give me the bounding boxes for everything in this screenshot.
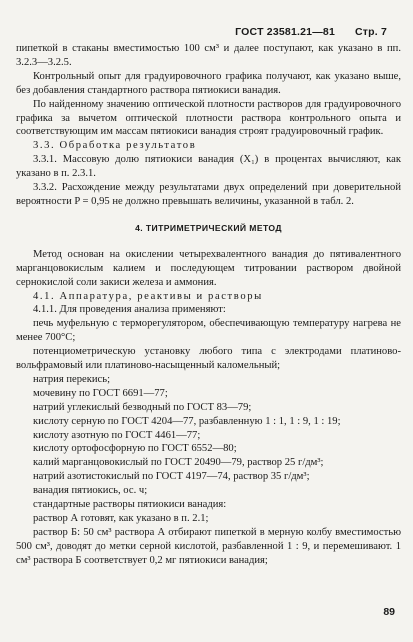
list-item: кислоту серную по ГОСТ 4204—77, разбавленную 1 : 1, 1 : 9, 1 : 19; [33, 415, 341, 427]
list-item: натрия перекись; [33, 373, 111, 385]
list-item: раствор Б: 50 см³ раствора А отбирают пипеткой в мерную колбу вместимостью 500 см³, доводят до метки серной кислотой, разбавленной 1 : 9, и перемешивают. 1 см³ раствора Б соответствует 0,2 мг пятиокиси ванадия; [16, 526, 401, 566]
standard-number: ГОСТ 23581.21—81 [235, 26, 335, 38]
results-heading: 3.3. Обработка результатов [33, 140, 197, 152]
list-item: кислоту ортофосфорную по ГОСТ 6552—80; [33, 443, 237, 455]
section-title: 4. ТИТРИМЕТРИЧЕСКИЙ МЕТОД [135, 222, 282, 233]
paragraph: Метод основан на окислении четырехвалентного ванадия до пятивалентного марганцовокислым калием и последующем титровании раствором двойной сернокислой соли закиси железа и аммония. [16, 248, 401, 288]
document-body [16, 42, 401, 568]
subsection-heading: 4.1. Аппаратура, реактивы и растворы [33, 290, 263, 302]
page-header [235, 26, 387, 38]
page-label: Стр. 7 [354, 26, 387, 38]
list-item: потенциометрическую установку любого типа с электродами платиново-вольфрамовый или платиново-насыщенный каломельный; [16, 346, 401, 372]
list-item: мочевину по ГОСТ 6691—77; [33, 387, 168, 399]
list-item: раствор А готовят, как указано в п. 2.1; [33, 513, 209, 524]
list-item: натрий углекислый безводный по ГОСТ 83—79; [33, 401, 252, 413]
paragraph: 3.3.1. Массовую долю пятиокиси ванадия (X₁) в процентах вычисляют, как указано в п. 2.3.1. [16, 154, 401, 180]
list-item: натрий азотистокислый по ГОСТ 4197—74, раствор 35 г/дм³; [33, 471, 310, 483]
page-number: 89 [383, 606, 395, 618]
paragraph: 3.3.2. Расхождение между результатами двух определений при доверительной вероятности P = 0,95 не должно превышать величины, указанной в табл. 2. [16, 182, 401, 207]
paragraph: По найденному значению оптической плотности растворов для градуировочного графика за вычетом оптической плотности раствора контрольного опыта и соответствующим им массам пятиокиси ванадия строят градуировочный график. [16, 98, 401, 138]
paragraph: 4.1.1. Для проведения анализа применяют: [33, 304, 226, 316]
list-item: ванадия пятиокись, ос. ч; [33, 485, 148, 497]
list-item: кислоту азотную по ГОСТ 4461—77; [33, 429, 201, 441]
paragraph: Контрольный опыт для градуировочного графика получают, как указано выше, без добавления стандартного раствора пятиокиси ванадия. [16, 70, 401, 96]
list-item: калий марганцовокислый по ГОСТ 20490—79, раствор 25 г/дм³; [33, 457, 324, 469]
paragraph: пипеткой в стаканы вместимостью 100 см³ и далее поступают, как указано в пп. 3.2.3—3.2.5. [16, 43, 401, 68]
list-item: печь муфельную с терморегулятором, обеспечивающую температуру нагрева не менее 700°С; [16, 318, 401, 344]
list-item: стандартные растворы пятиокиси ванадия: [33, 499, 227, 511]
